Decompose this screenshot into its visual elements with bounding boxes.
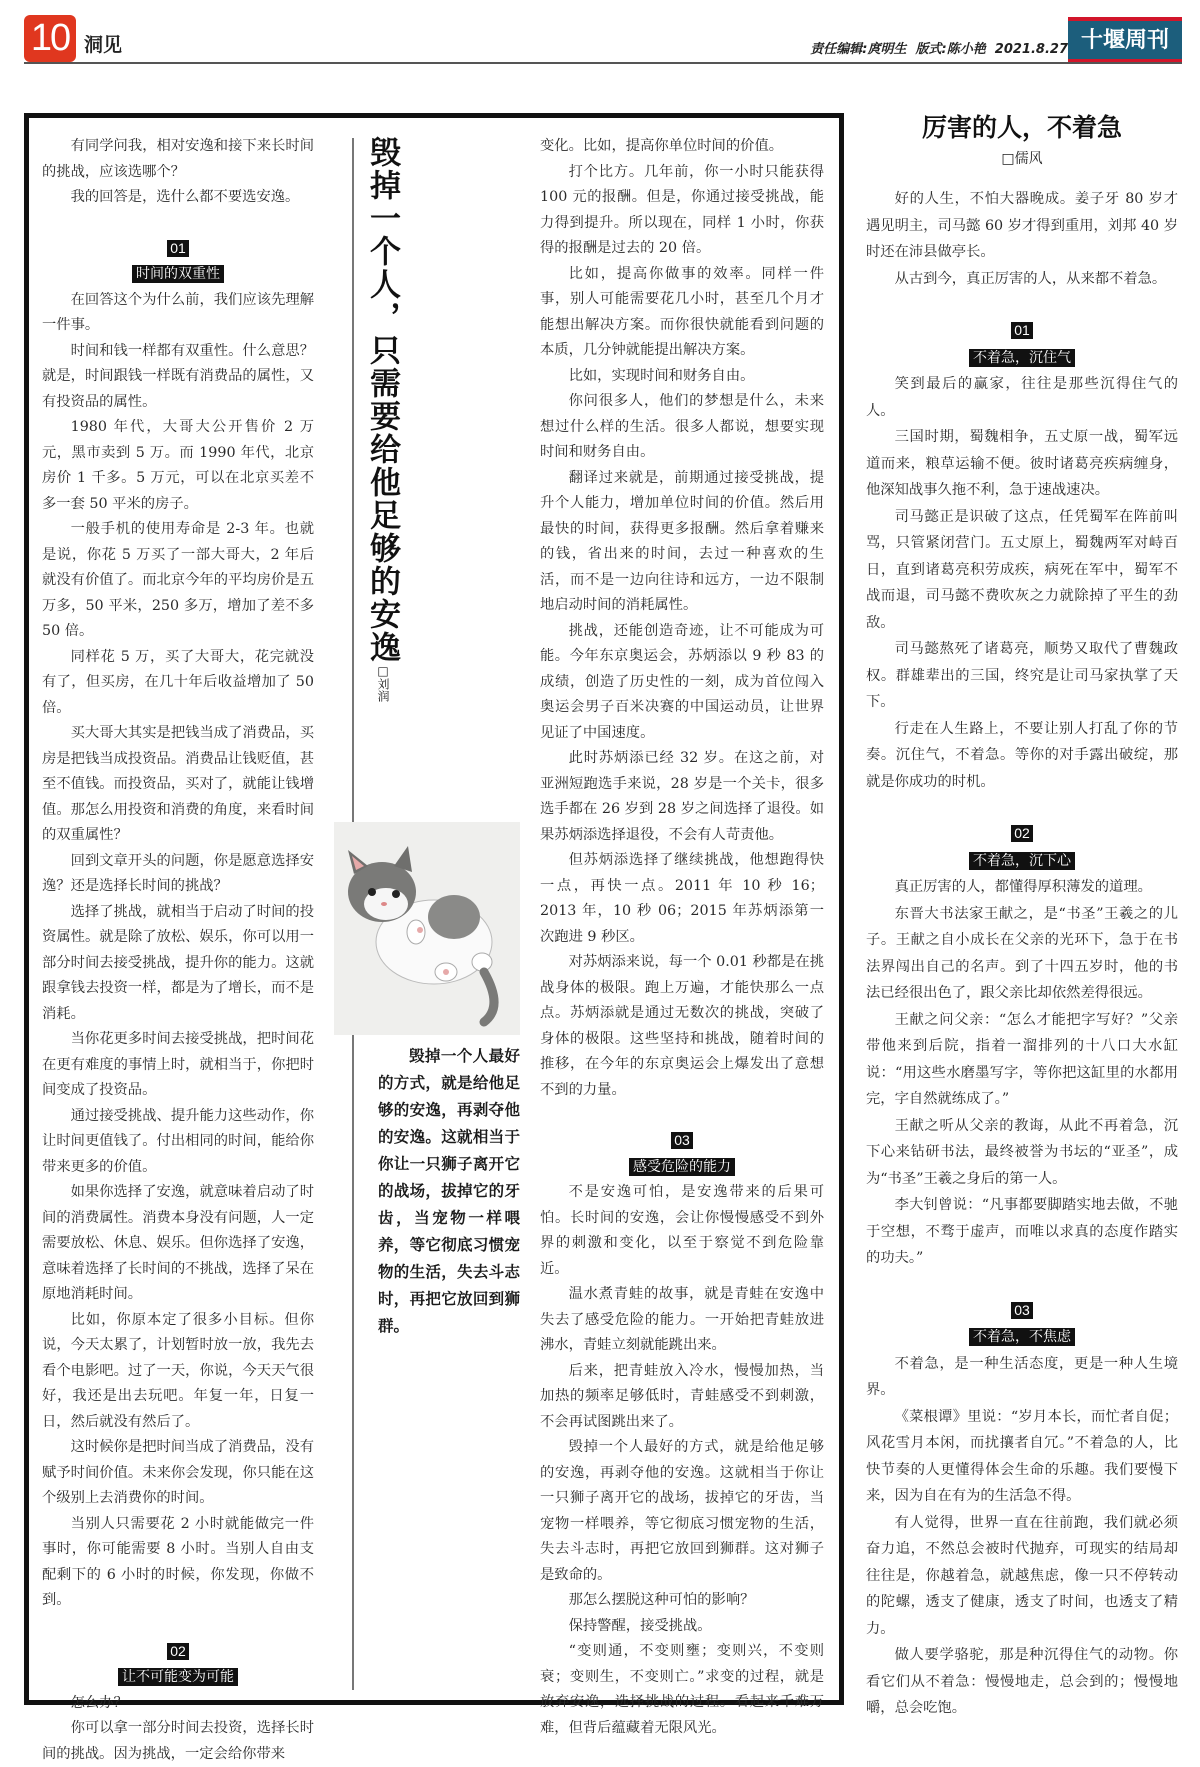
paragraph: 怎么办？ <box>70 1694 128 1711</box>
paragraph: 我的回答是，选什么都不要选安逸。 <box>70 189 300 205</box>
article2-title: 厉害的人，不着急 <box>921 113 1122 142</box>
paragraph: 《菜根谭》里说：“岁月本长，而忙者自促；风花雪月本闲，而扰攘者自冗。”不着急的人，比快节奏的人更懂得体会生命的乐趣。我们要慢下来，因为自在有为的生活急不得。 <box>866 1408 1178 1504</box>
paragraph: 你可以拿一部分时间去投资，选择长时间的挑战。因为挑战，一定会给你带来 <box>42 1720 314 1762</box>
section-number: 03 <box>1011 1302 1033 1319</box>
paragraph: 从古到今，真正厉害的人，从来都不着急。 <box>894 270 1167 287</box>
paragraph: 此时苏炳添已经 32 岁。在这之前，对亚洲短跑选手来说，28 岁是一个关卡，很多选手都在 26 岁到 28 岁之间选择了退役。如果苏炳添选择退役，不会有人苛责他。 <box>540 750 824 843</box>
paragraph: 1980 年代，大哥大公开售价 2 万元，黑市卖到 5 万。而 1990 年代，北京房价 1 千多。5 万元，可以在北京买差不多一套 50 平米的房子。 <box>42 419 314 512</box>
section-title: 不着急，沉下心 <box>969 852 1075 870</box>
section-heading <box>540 1129 824 1180</box>
section-number: 01 <box>167 240 189 257</box>
paragraph: 王献之听从父亲的教诲，从此不再着急，沉下心来钻研书法，最终被誉为书坛的“亚圣”，成为“书圣”王羲之身后的第一人。 <box>866 1117 1178 1187</box>
paragraph: 在回答这个为什么前，我们应该先理解一件事。 <box>42 291 314 333</box>
section-name: 洞见 <box>84 34 123 56</box>
paragraph: 真正厉害的人，都懂得厚积薄发的道理。 <box>894 879 1152 895</box>
section-title: 不着急，沉住气 <box>969 349 1075 367</box>
paragraph: 选择了挑战，就相当于启动了时间的投资属性。就是除了放松、娱乐，你可以用一部分时间去接受挑战，提升你的能力。这就跟拿钱去投资一样，都是为了增长，而不是消耗。 <box>42 903 314 1022</box>
paragraph: 比如，你原本定了很多小目标。但你说，今天太累了，计划暂时放一放，我先去看个电影吧。过了一天，你说，今天天气很好，我还是出去玩吧。年复一年，日复一日，然后就没有然后了。 <box>42 1311 314 1430</box>
paragraph: 但苏炳添选择了继续挑战，他想跑得快一点，再快一点。2011 年 10 秒 16；2013 年，10 秒 06；2015 年苏炳添第一次跑进 9 秒区。 <box>540 852 824 945</box>
paragraph: 有人觉得，世界一直在往前跑，我们就必须奋力追，不然总会被时代抛弃，可现实的结局却往往是，你越着急，就越焦虑，像一只不停转动的陀螺，透支了健康，透支了时间，也透支了精力。 <box>866 1514 1178 1637</box>
section-heading <box>866 821 1178 874</box>
article2-body <box>866 186 1178 1722</box>
section-heading <box>866 318 1178 371</box>
paragraph: 那怎么摆脱这种可怕的影响？ <box>568 1592 755 1608</box>
section-heading <box>42 237 314 288</box>
paragraph: “变则通，不变则壅；变则兴，不变则衰；变则生，不变则亡。”求变的过程，就是放弃安逸，选择挑战的过程。看起来千难万难，但背后蕴藏着无限风光。 <box>540 1643 824 1736</box>
section-title: 时间的双重性 <box>132 265 224 283</box>
section-number: 02 <box>1011 825 1033 842</box>
section-number: 03 <box>671 1132 693 1149</box>
section-heading <box>42 1640 314 1691</box>
paragraph: 笑到最后的赢家，往往是那些沉得住气的人。 <box>866 376 1178 419</box>
newspaper-logo: 十堰周刊 <box>1068 17 1182 63</box>
paragraph: 回到文章开头的问题，你是愿意选择安逸？还是选择长时间的挑战？ <box>42 852 314 894</box>
paragraph: 行走在人生路上，不要让别人打乱了你的节奏。沉住气，不着急。等你的对手露出破绽，那就是你成功的时机。 <box>866 720 1178 790</box>
article1-pull-quote: 毁掉一个人最好的方式，就是给他足够的安逸，再剥夺他的安逸。这就相当于你让一只狮子离开它的战场，拔掉它的牙齿，当宠物一样喂养，等它彻底习惯宠物的生活，失去斗志时，再把它放回到狮群。 <box>378 1046 520 1335</box>
paragraph: 对苏炳添来说，每一个 0.01 秒都是在挑战身体的极限。跑上万遍，才能快那么一点点。苏炳添就是通过无数次的挑战，突破了身体的极限。这些坚持和挑战，随着时间的推移，在今年的东京奥运会上爆发出了意想不到的力量。 <box>540 954 824 1098</box>
paragraph: 温水煮青蛙的故事，就是青蛙在安逸中失去了感受危险的能力。一开始把青蛙放进沸水，青蛙立刻就能跳出来。 <box>540 1286 824 1353</box>
cat-illustration-icon <box>334 822 520 1035</box>
section-number: 01 <box>1011 322 1033 339</box>
paragraph: 你问很多人，他们的梦想是什么，未来想过什么样的生活。很多人都说，想要实现时间和财务自由。 <box>540 393 824 460</box>
paragraph: 有同学问我，相对安逸和接下来长时间的挑战，应该选哪个？ <box>42 138 314 180</box>
paragraph: 买大哥大其实是把钱当成了消费品，买房是把钱当成投资品。消费品让钱贬值，甚至不值钱。而投资品，买对了，就能让钱增值。那怎么用投资和消费的角度，来看时间的双重属性？ <box>42 725 314 843</box>
paragraph: 翻译过来就是，前期通过接受挑战，提升个人能力，增加单位时间的价值。然后用最快的时间，获得更多报酬。然后拿着赚来的钱，省出来的时间，去过一种喜欢的生活，而不是一边向往诗和远方，一边不限制地启动时间的消耗属性。 <box>540 469 824 613</box>
paragraph: 如果你选择了安逸，就意味着启动了时间的消费属性。消费本身没有问题，人一定需要放松、休息、娱乐。但你选择了安逸，意味着选择了长时间的不挑战，选择了呆在原地消耗时间。 <box>42 1184 314 1302</box>
paragraph: 不是安逸可怕，是安逸带来的后果可怕。长时间的安逸，会让你慢慢感受不到外界的刺激和变化，以至于察觉不到危险靠近。 <box>540 1184 824 1277</box>
header-rule <box>24 62 1182 64</box>
paragraph: 好的人生，不怕大器晚成。姜子牙 80 岁才遇见明主，司马懿 60 岁才得到重用，刘邦 40 岁时还在沛县做亭长。 <box>866 191 1178 260</box>
article2-byline: □儒风 <box>1001 151 1043 167</box>
paragraph: 同样花 5 万，买了大哥大，花完就没有了，但买房，在几十年后收益增加了 50 倍。 <box>42 648 314 716</box>
paragraph: 挑战，还能创造奇迹，让不可能成为可能。今年东京奥运会，苏炳添以 9 秒 83 的成绩，创造了历史性的一刻，成为首位闯入奥运会男子百米决赛的中国运动员，让世界见证了中国速度。 <box>540 622 824 741</box>
section-title: 不着急，不焦虑 <box>969 1328 1075 1346</box>
paragraph: 比如，提高你做事的效率。同样一件事，别人可能需要花几小时，甚至几个月才能想出解决方案。而你很快就能看到问题的本质，几分钟就能提出解决方案。 <box>540 265 824 358</box>
paragraph: 做人要学骆驼，那是种沉得住气的动物。你看它们从不着急：慢慢地走，总会到的；慢慢地嚼，总会吃饱。 <box>866 1647 1178 1716</box>
paragraph: 司马懿正是识破了这点，任凭蜀军在阵前叫骂，只管紧闭营门。五丈原上，蜀魏两军对峙百日，直到诸葛亮积劳成疾，病死在军中，蜀军不战而退，司马懿不费吹灰之力就除掉了平生的劲敌。 <box>866 508 1178 631</box>
paragraph: 保持警醒，接受挑战。 <box>568 1617 712 1634</box>
section-title: 感受危险的能力 <box>629 1158 735 1176</box>
paragraph: 当你花更多时间去接受挑战，把时间花在更有难度的事情上时，就相当于，你把时间变成了投资品。 <box>42 1031 314 1098</box>
paragraph: 司马懿熬死了诸葛亮，顺势又取代了曹魏政权。群雄辈出的三国，终究是让司马家执掌了天下。 <box>866 641 1178 710</box>
section-heading <box>866 1298 1178 1351</box>
paragraph: 打个比方。几年前，你一小时只能获得 100 元的报酬。但是，你通过接受挑战，能力得到提升。所以现在，同样 1 小时，你获得的报酬是过去的 20 倍。 <box>540 163 824 256</box>
paragraph: 变化。比如，提高你单位时间的价值。 <box>540 138 784 154</box>
paragraph: 不着急，是一种生活态度，更是一种人生境界。 <box>866 1355 1178 1398</box>
paragraph: 当别人只需要花 2 小时就能做完一件事时，你可能需要 8 小时。当别人自由支配剩下的 6 小时的时候，你发现，你做不到。 <box>42 1515 314 1608</box>
paragraph: 通过接受挑战、提升能力这些动作，你让时间更值钱了。付出相同的时间，能给你带来更多的价值。 <box>42 1107 314 1175</box>
paragraph: 时间和钱一样都有双重性。什么意思？就是，时间跟钱一样既有消费品的属性，又有投资品的属性。 <box>42 342 314 410</box>
paragraph: 比如，实现时间和财务自由。 <box>568 367 755 384</box>
paragraph: 一般手机的使用寿命是 2-3 年。也就是说，你花 5 万买了一部大哥大，2 年后就没有价值了。而北京今年的平均房价是五万多，50 平米，250 多万，增加了差不多 50 倍。 <box>42 521 314 639</box>
section-number: 02 <box>167 1643 189 1660</box>
paragraph: 毁掉一个人最好的方式，就是给他足够的安逸，再剥夺他的安逸。这就相当于你让一只狮子离开它的战场，拔掉它的牙齿，当宠物一样喂养，等它彻底习惯宠物的生活，失去斗志时，再把它放回到狮群。这对狮子是致命的。 <box>540 1439 824 1583</box>
paragraph: 王献之问父亲：“怎么才能把字写好？”父亲带他来到后院，指着一溜排列的十八口大水缸说：“用这些水磨墨写字，等你把这缸里的水都用完，字自然就练成了。” <box>866 1011 1178 1107</box>
paragraph: 这时候你是把时间当成了消费品，没有赋予时间价值。未来你会发现，你只能在这个级别上去消费你的时间。 <box>42 1439 314 1506</box>
article1-byline: □刘润 <box>376 664 390 702</box>
article1-title: 毁掉一个人，只需要给他足够的安逸 <box>364 136 400 664</box>
paragraph: 李大钊曾说：“凡事都要脚踏实地去做，不驰于空想，不骛于虚声，而唯以求真的态度作踏实的功夫。” <box>866 1197 1178 1266</box>
article1-column-1 <box>42 134 314 1767</box>
paragraph: 东晋大书法家王献之，是“书圣”王羲之的儿子。王献之自小成长在父亲的光环下，急于在书法界闯出自己的名声。到了十四五岁时，他的书法已经很出色了，跟父亲比却依然差得很远。 <box>866 905 1178 1001</box>
paragraph: 三国时期，蜀魏相争，五丈原一战，蜀军远道而来，粮草运输不便。彼时诸葛亮疾病缠身，他深知战事久拖不利，急于速战速决。 <box>866 429 1178 498</box>
section-title: 让不可能变为可能 <box>118 1668 238 1686</box>
paragraph: 后来，把青蛙放入冷水，慢慢加热，当加热的频率足够低时，青蛙感受不到刺激，不会再试图跳出来了。 <box>540 1362 824 1430</box>
article1-column-2 <box>540 134 824 1741</box>
editor-line: 责任编辑:庹明生 版式:陈小艳 2021.8.27 <box>810 42 1068 57</box>
page-number: 10 <box>24 15 76 62</box>
